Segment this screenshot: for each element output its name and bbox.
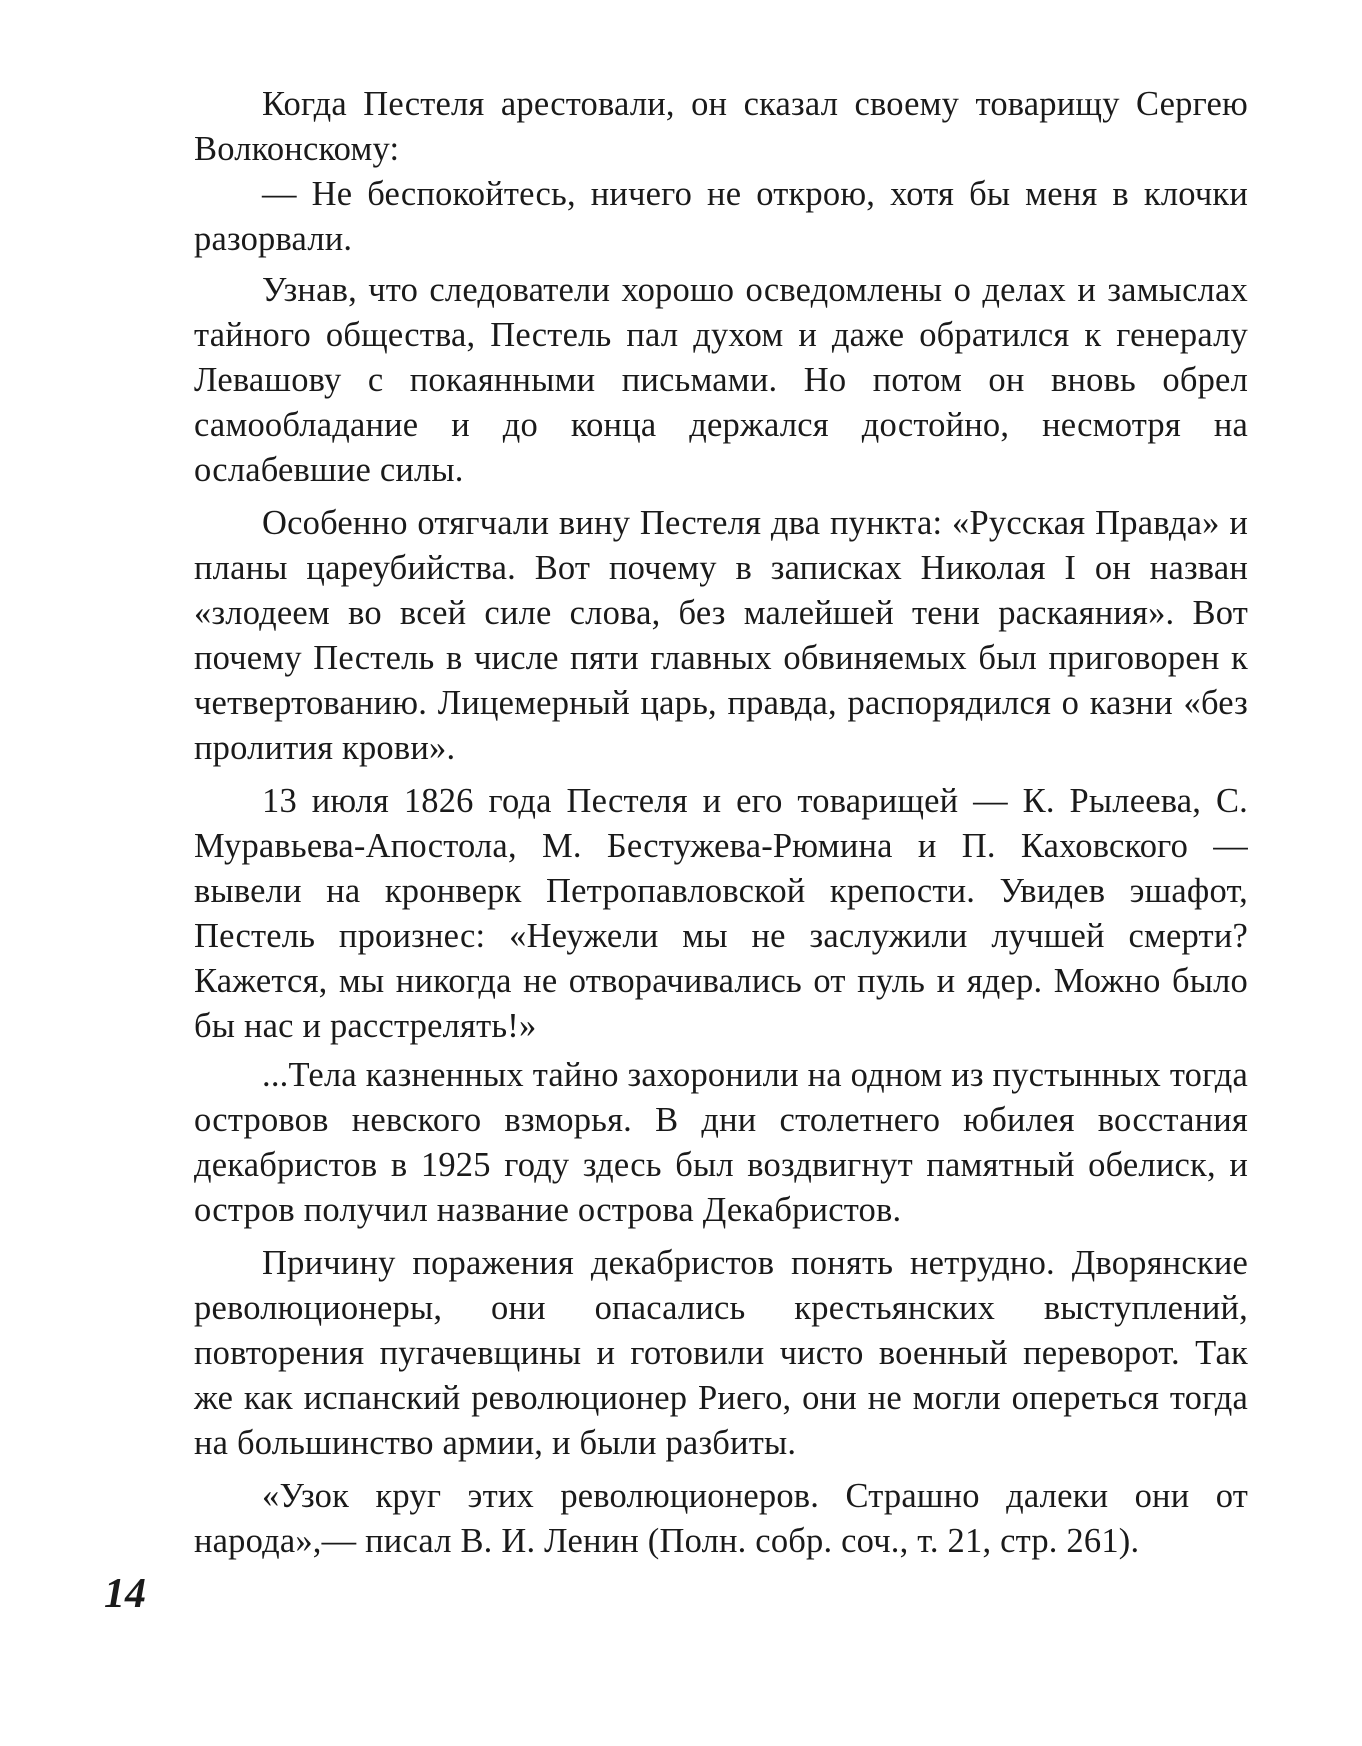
page-number: 14: [104, 1571, 146, 1617]
paragraph-5: 13 июля 1826 года Пестеля и его товарищей — К. Рылеева, С. Муравьева-Апостола, М. Бестужева-Рюмина и П. Каховского — вывели на кронверк Петропавловской крепости. Увидев эшафот, Пестель произнес: «Неужели мы не заслужили лучшей смерти? Кажется, мы никогда не отворачивались от пуль и ядер. Можно было бы нас и расстрелять!»: [194, 782, 1248, 1045]
page-body: [194, 82, 1248, 1564]
paragraph-4: Особенно отягчали вину Пестеля два пункта: «Русская Правда» и планы цареубийства. Вот почему в записках Николая I он назван «злодеем во всей силе слова, без малейшей тени раскаяния». Вот почему Пестель в числе пяти главных обвиняемых был приговорен к четвертованию. Лицемерный царь, правда, распорядился о казни «без пролития крови».: [194, 504, 1248, 767]
paragraph-1: Когда Пестеля арестовали, он сказал своему товарищу Сергею Волконскому:: [194, 85, 1248, 168]
paragraph-8: «Узок круг этих революционеров. Страшно далеки они от народа»,— писал В. И. Ленин (Полн. собр. соч., т. 21, стр. 261).: [194, 1477, 1248, 1560]
paragraph-3: Узнав, что следователи хорошо осведомлены о делах и замыслах тайного общества, Пестель пал духом и даже обратился к генералу Левашову с покаянными письмами. Но потом он вновь обрел самообладание и до конца держался достойно, несмотря на ослабевшие силы.: [194, 271, 1248, 489]
paragraph-6: ...Тела казненных тайно захоронили на одном из пустынных тогда островов невского взморья. В дни столетнего юбилея восстания декабристов в 1925 году здесь был воздвигнут памятный обелиск, и остров получил название острова Декабристов.: [194, 1056, 1248, 1229]
paragraph-7: Причину поражения декабристов понять нетрудно. Дворянские революционеры, они опасались крестьянских выступлений, повторения пугачевщины и готовили чисто военный переворот. Так же как испанский революционер Риего, они не могли опереться тогда на большинство армии, и были разбиты.: [194, 1244, 1248, 1462]
paragraph-2: — Не беспокойтесь, ничего не открою, хотя бы меня в клочки разорвали.: [194, 175, 1248, 258]
